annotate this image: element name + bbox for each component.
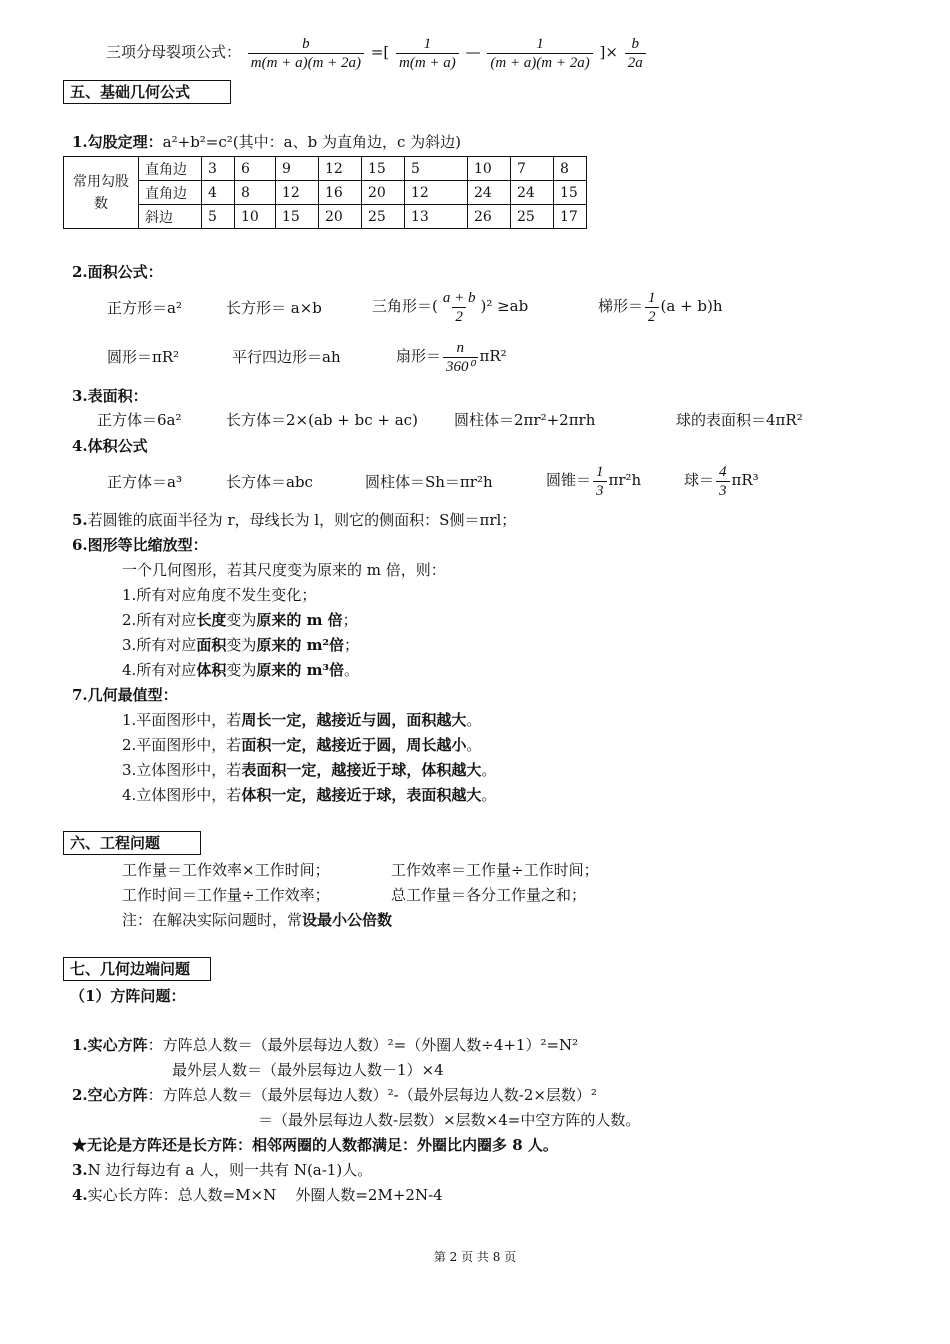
solid-square-array-outer: 最外层人数＝（最外层每边人数－1）×4: [172, 1061, 444, 1079]
table-row: 直角边 4 8 12 16 20 12 24 24 15: [64, 181, 587, 205]
solid-rect-array: 4.实心长方阵：总人数=M×N 外圈人数=2M+2N-4: [72, 1186, 443, 1204]
area-square: 正方形＝a²: [107, 299, 182, 317]
surface-label: 3.表面积：: [72, 387, 148, 405]
triple-split-label: 三项分母裂项公式：: [106, 43, 242, 61]
scale-intro: 一个几何图形，若其尺度变为原来的 m 倍，则：: [122, 561, 446, 579]
extreme-item-2: 2.平面图形中，若面积一定，越接近于圆，周长越小。: [122, 736, 482, 754]
work-formula-2: 工作效率＝工作量÷工作时间；: [391, 861, 599, 879]
scale-item-4: 4.所有对应体积变为原来的 m³倍。: [122, 661, 360, 679]
volume-cube: 正方体＝a³: [107, 473, 182, 491]
page-footer: 第 2 页 共 8 页: [433, 1250, 517, 1264]
work-formula-3: 工作时间＝工作量÷工作效率；: [122, 886, 330, 904]
surface-cylinder: 圆柱体＝2πr²+2πrh: [454, 411, 596, 429]
hollow-square-array: 2.空心方阵：方阵总人数＝（最外层每边人数）²-（最外层每边人数-2×层数）²: [72, 1086, 597, 1104]
extreme-item-3: 3.立体图形中，若表面积一定，越接近于球，体积越大。: [122, 761, 497, 779]
section-heading-6: 六、工程问题: [63, 831, 201, 855]
solid-square-array: 1.实心方阵：方阵总人数＝（最外层每边人数）²=（外圈人数÷4+1）²=N²: [72, 1036, 579, 1054]
square-array-subheading: （1）方阵问题：: [70, 987, 186, 1005]
volume-cuboid: 长方体＝abc: [226, 473, 313, 491]
scale-item-1: 1.所有对应角度不发生变化；: [122, 586, 317, 604]
fraction: $\frac{b}{m(m + a)(m + 2a)}$: [248, 35, 364, 72]
work-note: 注：在解决实际问题时，常设最小公倍数: [122, 911, 393, 929]
surface-sphere: 球的表面积＝4πR²: [676, 411, 803, 429]
section-heading-5: 五、基础几何公式: [63, 80, 231, 104]
fraction: $\frac{1}{2}$: [645, 289, 659, 326]
scale-label: 6.图形等比缩放型：: [72, 536, 208, 554]
volume-cylinder: 圆柱体＝Sh＝πr²h: [365, 473, 493, 491]
volume-cone: 圆锥＝ $\frac{1}{3}$ πr²h: [546, 463, 642, 499]
table-row: 常用勾股数 直角边 3 6 9 12 15 5 10 7 8: [64, 157, 587, 181]
scale-item-3: 3.所有对应面积变为原来的 m²倍；: [122, 636, 360, 654]
n-gon-array: 3.N 边行每边有 a 人，则一共有 N(a-1)人。: [72, 1161, 373, 1179]
extreme-item-1: 1.平面图形中，若周长一定，越接近与圆，面积越大。: [122, 711, 482, 729]
hollow-square-array-2: ＝（最外层每边人数-层数）×层数×4=中空方阵的人数。: [258, 1111, 641, 1129]
area-sector: 扇形＝ $\frac{n}{\text{360⁰}}$ πR²: [396, 339, 507, 375]
work-formula-4: 总工作量＝各分工作量之和；: [391, 886, 587, 904]
surface-cuboid: 长方体＝2×(ab + bc + ac): [226, 411, 418, 429]
work-formula-1: 工作量＝工作效率×工作时间；: [122, 861, 330, 879]
fraction: $\frac{4}{3}$: [716, 463, 730, 500]
surface-cube: 正方体＝6a²: [97, 411, 182, 429]
fraction: $\frac{1}{(m + a)(m + 2a)}$: [487, 35, 592, 72]
row-header: 常用勾股数: [64, 157, 139, 229]
triple-split-formula: 三项分母裂项公式： $\frac{b}{m(m + a)(m + 2a)}$ =[ $\frac{1}{m(m + a)}$ — $\frac{1}{(m + a)(m + 2a)}$ ]× $\frac{b}{2a}$: [106, 32, 648, 72]
pythagoras-line: 1.勾股定理：a²+b²=c²(其中：a、b 为直角边，c 为斜边): [72, 133, 461, 151]
area-rect: 长方形＝ a×b: [226, 299, 322, 317]
fraction: $\frac{1}{3}$: [593, 463, 607, 500]
area-parallelogram: 平行四边形＝ah: [232, 348, 341, 366]
volume-ball: 球＝ $\frac{4}{3}$ πR³: [684, 463, 759, 499]
extreme-label: 7.几何最值型：: [72, 686, 178, 704]
section-heading-7: 七、几何边端问题: [63, 957, 211, 981]
fraction: $\frac{a + b}{2}$: [442, 289, 476, 325]
area-circle: 圆形＝πR²: [107, 348, 180, 366]
table-row: 斜边 5 10 15 20 25 13 26 25 17: [64, 205, 587, 229]
area-label: 2.面积公式：: [72, 263, 163, 281]
fraction: $\frac{b}{2a}$: [625, 35, 646, 72]
area-triangle: 三角形＝( $\frac{a + b}{2}$ )² ≥ab: [372, 289, 529, 325]
area-trapezoid: 梯形＝ $\frac{1}{2}$ (a + b)h: [598, 289, 723, 325]
fraction: $\frac{1}{m(m + a)}$: [396, 35, 459, 72]
volume-label: 4.体积公式: [72, 437, 148, 455]
scale-item-2: 2.所有对应长度变为原来的 m 倍；: [122, 611, 358, 629]
fraction: $\frac{n}{\text{360⁰}}$: [443, 339, 478, 376]
cone-lateral-area: 5.若圆锥的底面半径为 r，母线长为 l，则它的侧面积：S侧＝πrl；: [72, 511, 517, 529]
extreme-item-4: 4.立体图形中，若体积一定，越接近于球，表面积越大。: [122, 786, 497, 804]
pythagorean-triples-table: [63, 156, 587, 229]
star-note: ★无论是方阵还是长方阵：相邻两圈的人数都满足：外圈比内圈多 8 人。: [72, 1136, 558, 1154]
